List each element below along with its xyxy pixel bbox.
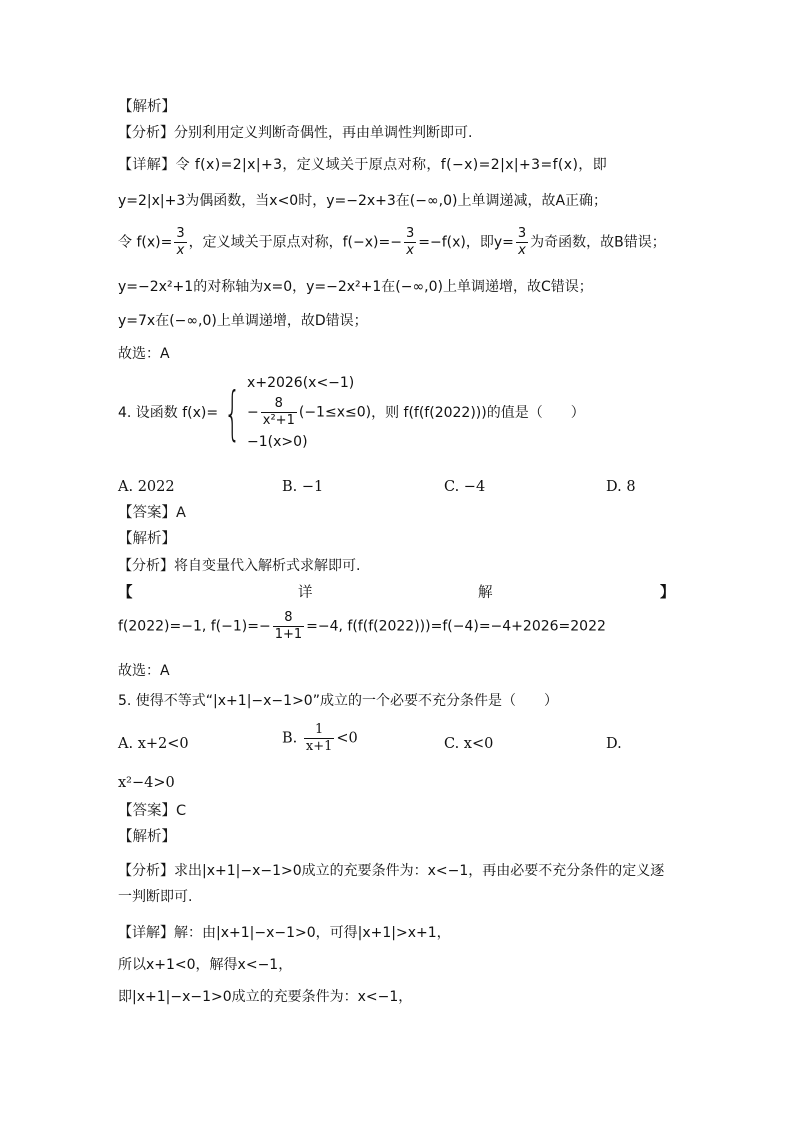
fraction-3-over-x: [516, 226, 528, 259]
text-seg: 令 f(x)=: [118, 234, 173, 251]
denominator: x²+1: [262, 413, 295, 428]
q5-analysis-line-2: 一判断即可.: [118, 889, 193, 905]
choice-line: 故选：A: [118, 346, 170, 362]
q4-answer: 【答案】A: [118, 505, 186, 521]
numerator: 3: [176, 226, 185, 241]
q5-analysis-line-1: 【分析】求出|x+1|−x−1>0成立的充要条件为：x<−1，再由必要不充分条件的定义逐: [118, 863, 665, 879]
q5-answer: 【答案】C: [118, 803, 187, 819]
fraction-3-over-x: [174, 226, 186, 259]
left-brace-icon: {: [224, 378, 241, 447]
denominator: 1+1: [274, 627, 303, 642]
q5-step-2: 即|x+1|−x−1>0成立的充要条件为：x<−1，: [118, 989, 413, 1005]
denominator: x: [406, 243, 414, 258]
piecewise-cases: [247, 370, 371, 455]
numerator: 8: [273, 610, 304, 627]
fraction-8-over-2: [273, 610, 304, 643]
calc-seg: =−4, f(f(f(2022)))=f(−4)=−4+2026=2022: [306, 618, 606, 635]
case-2-sign: −: [247, 404, 259, 421]
question-5: 5. 使得不等式“|x+1|−x−1>0”成立的一个必要不充分条件是（ ）: [118, 693, 558, 709]
q5-option-b-label: B.: [282, 730, 298, 747]
analysis-header: 【解析】: [118, 99, 176, 115]
q4-option-a: A. 2022: [118, 479, 175, 495]
q4-option-d: D. 8: [606, 479, 636, 495]
denominator: x: [176, 243, 185, 258]
q4-detail-xiang: 详: [298, 585, 313, 601]
q4-option-c: C. −4: [444, 479, 486, 495]
detail-line-3: [118, 226, 666, 259]
q5-option-d: D.: [606, 736, 622, 752]
denominator: x+1: [305, 739, 333, 754]
q4-option-b: B. −1: [282, 479, 324, 495]
detail-line-5: y=7x在(−∞,0)上单调递增，故D错误；: [118, 313, 368, 329]
denominator: x: [518, 243, 526, 258]
fraction-8-over-x2plus1: [261, 396, 297, 429]
q4-detail-jie: 解: [478, 585, 493, 601]
calc-seg: f(2022)=−1, f(−1)=−: [118, 618, 271, 635]
detail-line-4: y=−2x²+1的对称轴为x=0，y=−2x²+1在(−∞,0)上单调递增，故C错误；: [118, 279, 593, 295]
detail-line-2: y=2|x|+3为偶函数，当x<0时，y=−2x+3在(−∞,0)上单调递减，故A正确；: [118, 193, 608, 209]
case-2-domain: (−1≤x≤0): [298, 404, 372, 421]
q4-analysis: 【分析】将自变量代入解析式求解即可.: [118, 558, 361, 574]
q4-choice: 故选：A: [118, 663, 170, 679]
text-seg: ，定义域关于原点对称，f(−x)=−: [188, 234, 402, 251]
fraction-1-over-xplus1: [304, 722, 335, 755]
q4-prefix: 4. 设函数 f(x)=: [118, 404, 219, 421]
q5-option-b: [282, 722, 358, 755]
analysis-summary: 【分析】分别利用定义判断奇偶性，再由单调性判断即可.: [118, 125, 473, 141]
q4-detail-close: 】: [660, 585, 675, 601]
question-4: [118, 370, 585, 466]
case-3: −1(x>0): [247, 434, 308, 450]
q5-option-d-value: x²−4>0: [118, 775, 175, 791]
numerator: 3: [405, 226, 415, 241]
fraction-3-over-x: [404, 226, 416, 259]
q4-calculation: [118, 610, 606, 643]
case-2: [247, 396, 371, 429]
q5-step-1: 所以x+1<0，解得x<−1，: [118, 957, 293, 973]
q4-detail-open: 【: [118, 585, 133, 601]
q4-analysis-header: 【解析】: [118, 531, 176, 547]
case-1: x+2026(x<−1): [247, 375, 355, 391]
q4-suffix: ，则 f(f(f(2022)))的值是（ ）: [371, 404, 585, 421]
q5-detail: 【详解】解：由|x+1|−x−1>0，可得|x+1|>x+1，: [118, 925, 451, 941]
q5-analysis-header: 【解析】: [118, 829, 176, 845]
numerator: 8: [261, 396, 297, 413]
q5-option-a: A. x+2<0: [118, 736, 189, 752]
text-seg: 为奇函数，故B错误；: [530, 234, 666, 251]
text-seg: =−f(x)，即y=: [418, 234, 514, 251]
numerator: 3: [517, 226, 527, 241]
numerator: 1: [304, 722, 335, 739]
detail-line-1: 【详解】令 f(x)=2|x|+3，定义域关于原点对称，f(−x)=2|x|+3=f(x)，即: [118, 157, 608, 173]
q5-option-b-rel: <0: [336, 730, 358, 747]
q5-option-c: C. x<0: [444, 736, 494, 752]
